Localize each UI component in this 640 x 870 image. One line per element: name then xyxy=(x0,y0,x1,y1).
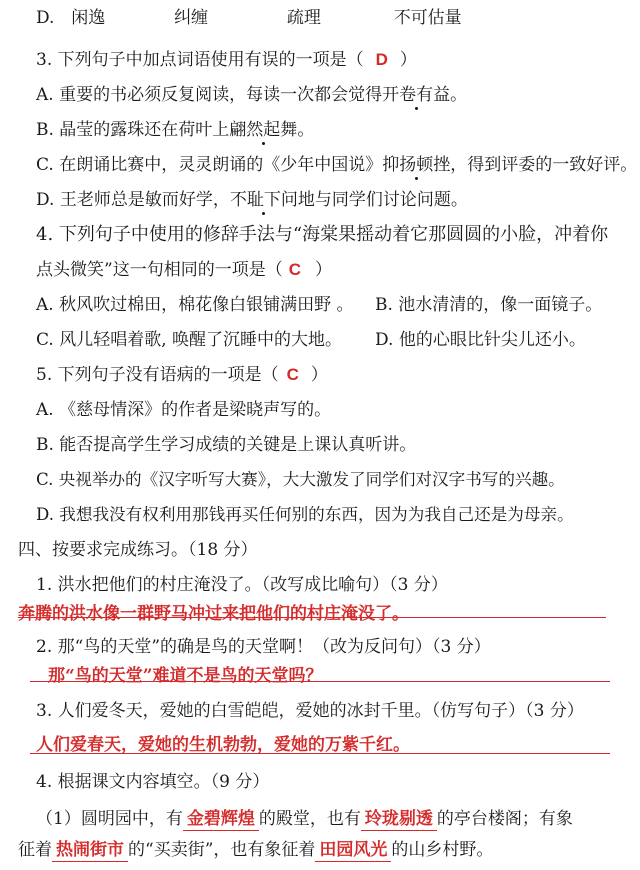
section-heading: 四、按要求完成练习。（18 分） xyxy=(18,540,258,560)
q3-option-b: B. 晶莹的露珠还在荷叶上翩然起舞。 xyxy=(36,120,315,140)
q4-option-a: A. 秋风吹过棉田，棉花像白银铺满田野 。 xyxy=(36,295,354,315)
word-3: 疏理 xyxy=(286,8,321,28)
q3-answer: D xyxy=(375,50,388,69)
fill-blank-3: 热闹街市 xyxy=(52,840,128,862)
s4-q1-answer: 奔腾的洪水像一群野马冲过来把他们的村庄淹没了。 xyxy=(18,604,409,624)
fill-blank-4: 田园风光 xyxy=(315,840,391,862)
s4-q4-part1-line2: 征着 热闹街市 的“买卖街”，也有象征着 田园风光 的山乡村野。 xyxy=(18,840,494,860)
q4-option-b: B. 池水清清的，像一面镜子。 xyxy=(375,295,603,315)
q4-option-d: D. 他的心眼比针尖儿还小。 xyxy=(375,330,586,350)
q4-option-c: C. 风儿轻唱着歌, 唤醒了沉睡中的大地。 xyxy=(36,330,343,350)
answer-underline xyxy=(30,681,610,682)
q5-option-b: B. 能否提高学生学习成绩的关键是上课认真听讲。 xyxy=(36,435,417,455)
q3-option-c: C. 在朗诵比赛中，灵灵朗诵的《少年中国说》抑扬顿挫，得到评委的一致好评。 xyxy=(36,155,638,175)
dotted-phrase: 不耻下问 xyxy=(229,190,298,210)
q4-stem-line1: 4. 下列句子中使用的修辞手法与“海棠果摇动着它那圆圆的小脸，冲着你 xyxy=(36,224,609,245)
q5-stem: 5. 下列句子没有语病的一项是（ C ） xyxy=(36,365,328,385)
q4-answer: C xyxy=(288,260,301,279)
s4-q3-answer: 人们爱春天，爱她的生机勃勃，爱她的万紫千红。 xyxy=(36,735,410,755)
q5-option-d: D. 我想我没有权利用那钱再买任何别的东西，因为为我自己还是为母亲。 xyxy=(36,505,574,524)
answer-underline xyxy=(18,617,606,618)
s4-q4-stem: 4. 根据课文内容填空。（9 分） xyxy=(36,772,270,792)
fill-blank-2: 玲珑剔透 xyxy=(361,809,437,831)
dotted-phrase: 翩然起舞 xyxy=(229,120,298,140)
s4-q1-stem: 1. 洪水把他们的村庄淹没了。（改写成比喻句）（3 分） xyxy=(36,575,448,595)
dotted-phrase: 抑扬顿挫 xyxy=(382,155,451,175)
q5-option-a: A. 《慈母情深》的作者是梁晓声写的。 xyxy=(36,400,332,420)
s4-q4-part1-line1: （1）圆明园中，有 金碧辉煌 的殿堂，也有 玲珑剔透 的亭台楼阁；有象 xyxy=(36,809,573,829)
q3-option-d: D. 王老师总是敏而好学，不耻下问地与同学们讨论问题。 xyxy=(36,190,468,210)
s4-q2-stem: 2. 那“鸟的天堂”的确是鸟的天堂啊！（改为反问句）（3 分） xyxy=(36,637,491,657)
dotted-phrase: 开卷有益 xyxy=(382,85,451,105)
q2-option-d xyxy=(36,6,462,30)
q3-option-a: A. 重要的书必须反复阅读，每读一次都会觉得开卷有益。 xyxy=(36,85,468,105)
option-label: D. xyxy=(36,8,55,28)
q3-stem: 3. 下列句子中加点词语使用有误的一项是（ D ） xyxy=(36,50,417,70)
q4-stem-line2: 点头微笑”这一句相同的一项是（ C ） xyxy=(36,260,332,280)
word-4: 不可估量 xyxy=(393,8,462,28)
q5-option-c: C. 央视举办的《汉字听写大赛》，大大激发了同学们对汉字书写的兴趣。 xyxy=(36,470,565,489)
word-2: 纠缠 xyxy=(174,8,209,28)
s4-q2-answer: 那“鸟的天堂”难道不是鸟的天堂吗？ xyxy=(48,666,323,686)
answer-underline xyxy=(30,753,610,754)
word-1: 闲逸 xyxy=(71,8,106,28)
q5-answer: C xyxy=(286,365,299,384)
s4-q3-stem: 3. 人们爱冬天，爱她的白雪皑皑，爱她的冰封千里。（仿写句子）（3 分） xyxy=(36,701,584,721)
fill-blank-1: 金碧辉煌 xyxy=(183,809,259,831)
